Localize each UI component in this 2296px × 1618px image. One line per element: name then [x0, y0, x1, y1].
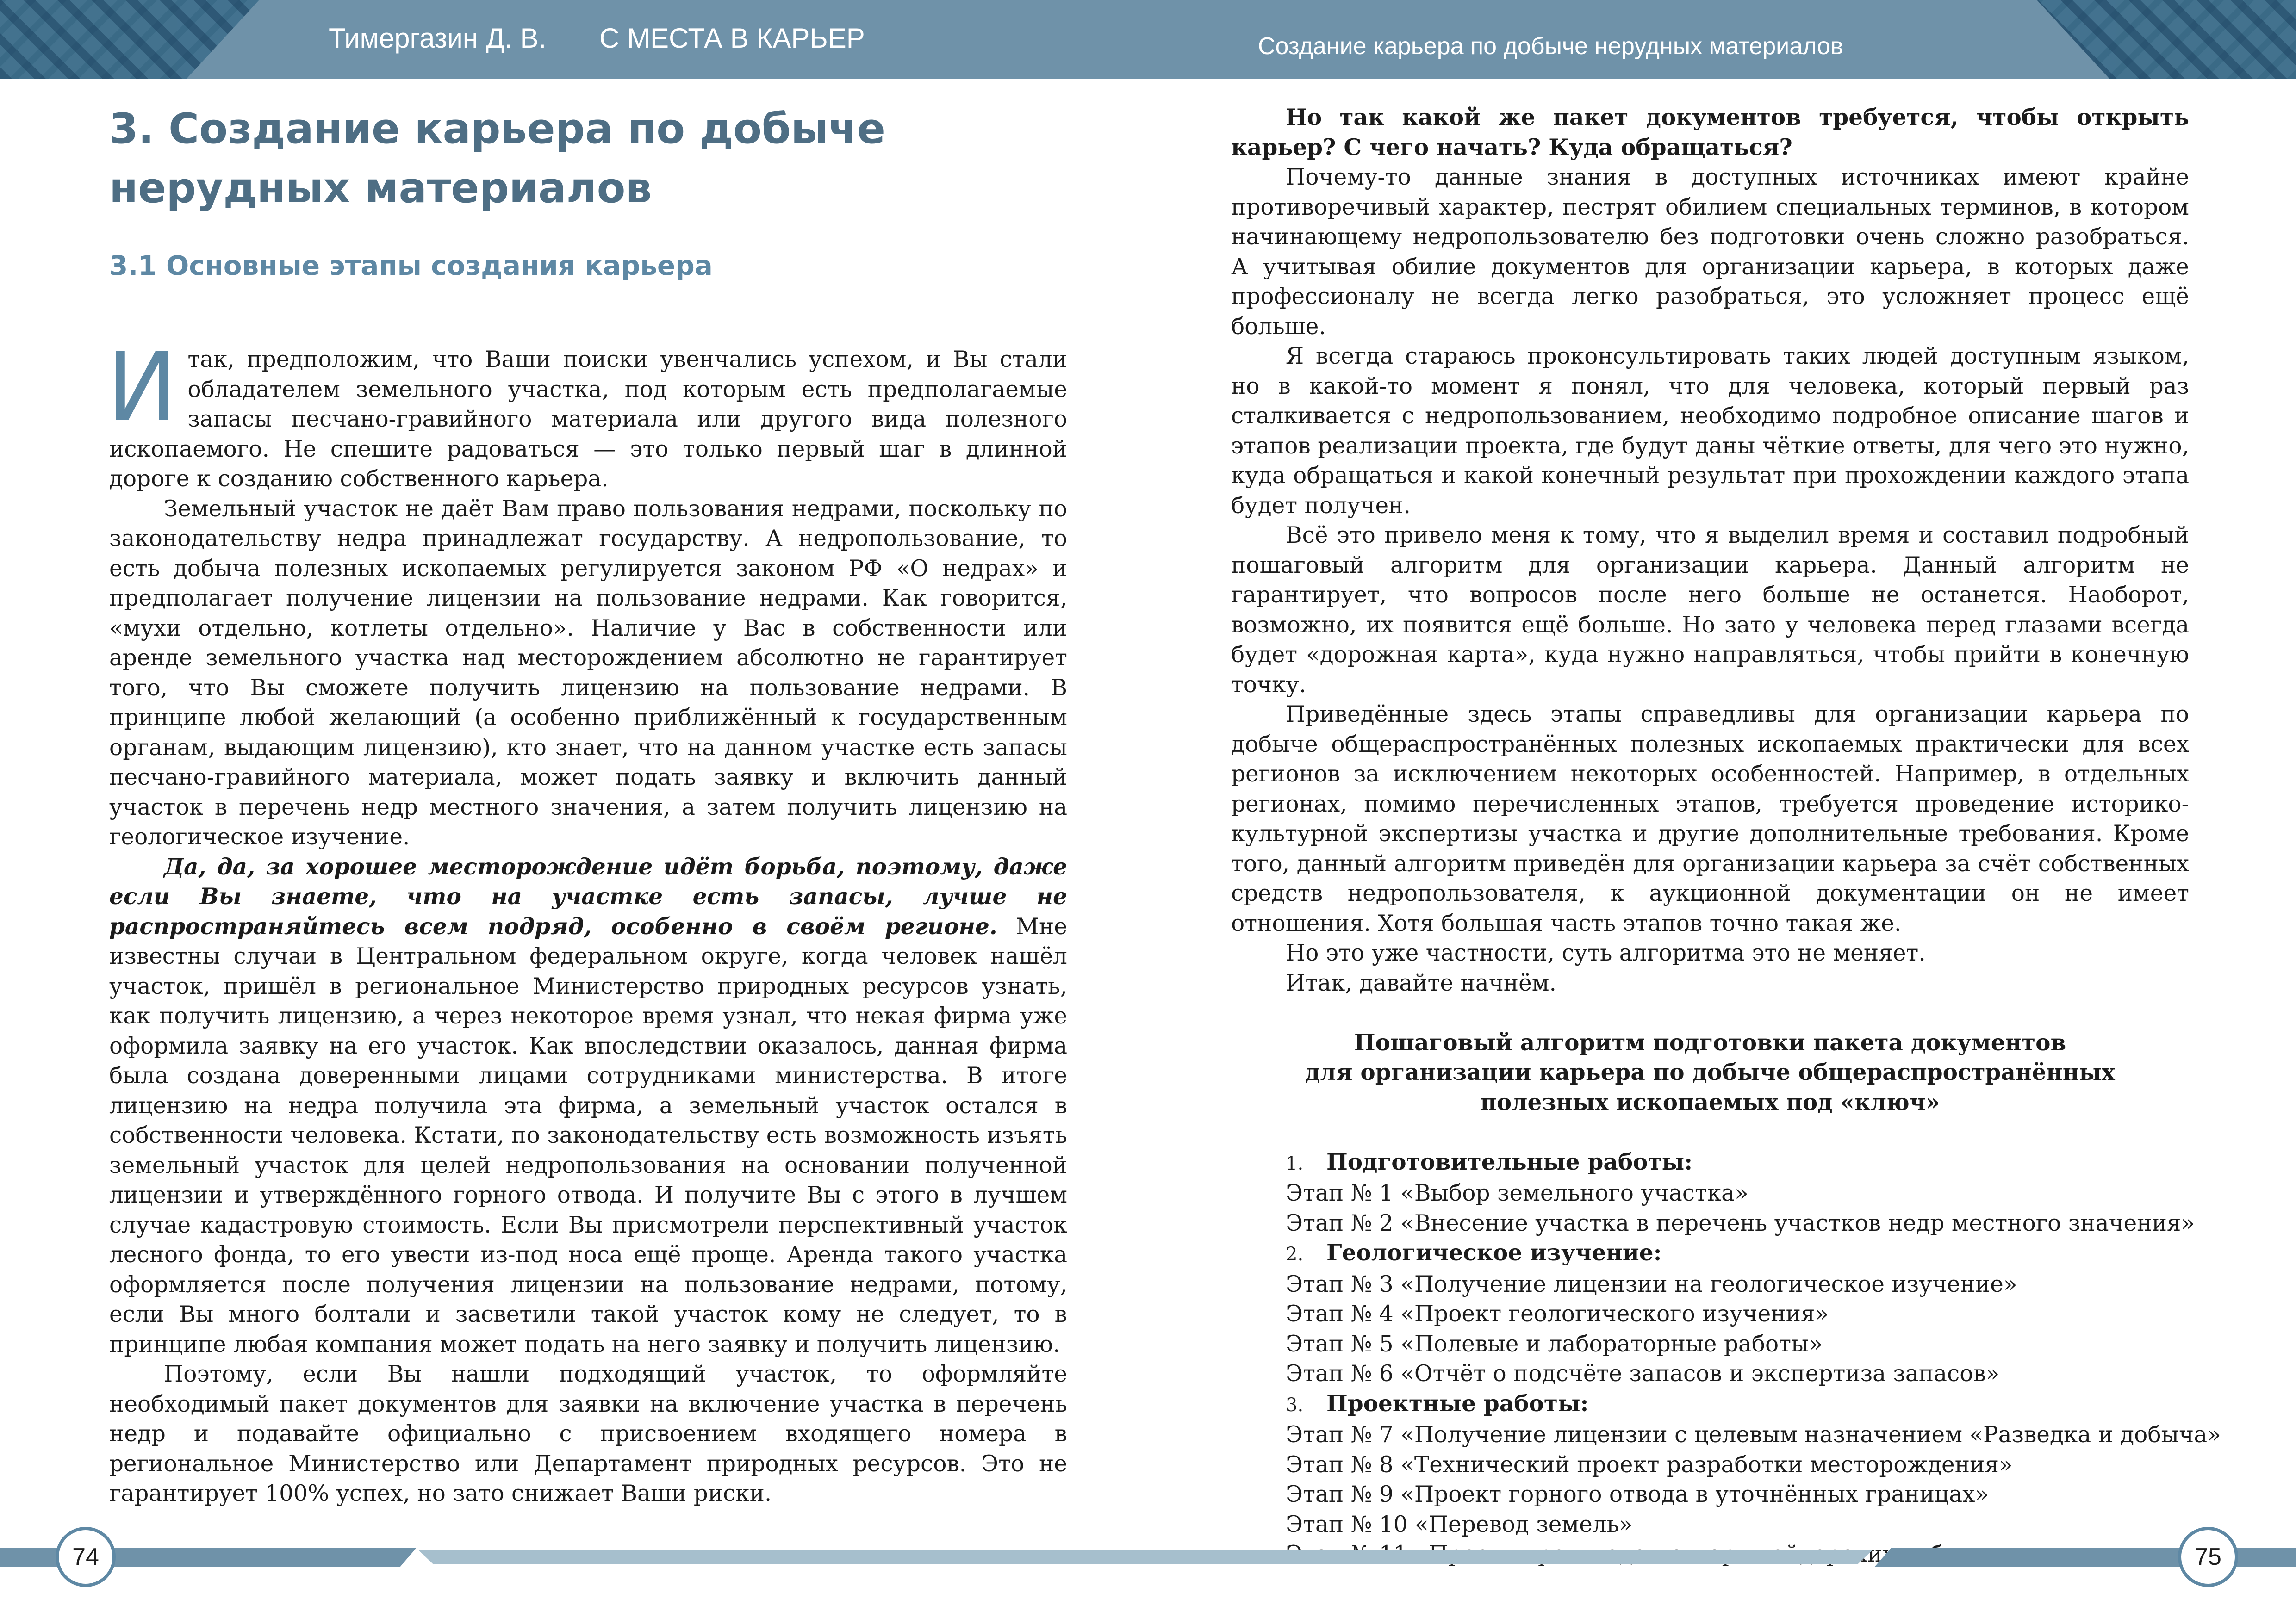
intro-paragraph — [106, 333, 1067, 494]
footer-bar-center — [419, 1550, 1872, 1564]
paragraph: Я всегда стараюсь проконсультировать таких людей доступным языком, но в какой-то момент я понял, что для человека, который первый раз сталкивается с недропользованием, необходимо подробное описание шагов и этапов реализации проекта, где будут даны чёткие ответы, для чего это нужно, куда обращаться и какой конечный результат при прохождении каждого этапа будет получен. — [1231, 343, 2189, 519]
stage-item: Этап № 9 «Проект горного отвода в уточнённых границах» — [1286, 1482, 1989, 1507]
paragraph: Но это уже частности, суть алгоритма это не меняет. — [1286, 940, 1926, 966]
section-title — [1231, 1389, 2189, 1420]
stage-item: Этап № 1 «Выбор земельного участка» — [1286, 1180, 1748, 1206]
header-book-title: С МЕСТА В КАРЬЕР — [599, 23, 865, 54]
section-label: Геологическое изучение: — [1326, 1240, 1662, 1266]
paragraph: Поэтому, если Вы нашли подходящий участок, то оформляйте необходимый пакет документов для заявки на включение участка в перечень недр и подавайте официально с присвоением входящего номера в региональное Министерство или Департамент природных ресурсов. Это не гарантирует 100% успех, но зато снижает Ваши риски. — [109, 1361, 1067, 1506]
stage-item: Этап № 3 «Получение лицензии на геологическое изучение» — [1286, 1271, 2017, 1297]
stage-item: Этап № 10 «Перевод земель» — [1286, 1511, 1633, 1537]
algorithm-title-line: Пошаговый алгоритм подготовки пакета документов — [1354, 1029, 2066, 1056]
algorithm-title — [1231, 1028, 2189, 1118]
section-label: Проектные работы: — [1326, 1390, 1589, 1417]
paragraph-text: Мне известны случаи в Центральном федеральном округе, когда человек нашёл участок, пришёл в региональное Министерство природных ресурсов узнать, как получить лицензию, а через некоторое время узнал, что некая фирма уже оформила заявку на его участок. Как впоследствии оказалось, данная фирма была создана доверенными лицами сотрудниками министерства. В итоге лицензию на недра получила эта фирма, а земельный участок остался в собственности человека. Кстати, по законодательству есть возможность изъять земельный участок для целей недропользования на основании полученной лицензии и утверждённого горного отвода. И получите Вы с этого в лучшем случае кадастровую стоимость. Если Вы присмотрели перспективный участок лесного фонда, то его увести из-под носа ещё проще. Аренда такого участка оформляется после получения лицензии на пользование недрами, потому, если Вы много болтали и засветили такой участок кому не следует, то в принципе любая компания может подать на него заявку и получить лицензию. — [109, 913, 1067, 1358]
paragraph: Всё это привело меня к тому, что я выделил время и составил подробный пошаговый алгоритм для организации карьера. Данный алгоритм не гарантирует, что вопросов после него больше не останется. Наоборот, возможно, их появится ещё больше. Но зато у человека перед глазами всегда будет «дорожная карта», куда нужно направляться, чтобы прийти в конечную точку. — [1231, 522, 2189, 698]
paragraph: Земельный участок не даёт Вам право пользования недрами, поскольку по законодательству недра принадлежат государству. А недропользование, то есть добыча полезных ископаемых регулируется законом РФ «О недрах» и предполагает получение лицензии на пользование недрами. Как говорится, «мухи отдельно, котлеты отдельно». Наличие у Вас в собственности или аренде земельного участка над месторождением абсолютно не гарантирует того, что Вы сможете получить лицензию на пользование недрами. В принципе любой желающий (а особенно приближённый к государственным органам, выдающим лицензию), кто знает, что на данном участке есть запасы песчано-гравийного материала, может подать заявку и включить данный участок в перечень недр местного значения, а затем получить лицензию на геологическое изучение. — [109, 496, 1067, 850]
chapter-heading: 3. Создание карьера по добыче нерудных материалов — [109, 105, 885, 212]
stage-item: Этап № 4 «Проект геологического изучения» — [1286, 1301, 1829, 1327]
intro-text: так, предположим, что Ваши поиски увенчались успехом, и Вы стали обладателем земельного участка, под которым есть предполагаемые запасы песчано-гравийного материала или другого вида полезного ископаемого. Не спешите радоваться — это только первый шаг в длинной дороге к созданию собственного карьера. — [109, 347, 1067, 492]
paragraph: Почему-то данные знания в доступных источниках имеют крайне противоречивый характер, пестрят обилием специальных терминов, в котором начинающему недропользователю без подготовки очень сложно разобраться. А учитывая обилие документов для организации карьера, в которых даже профессионалу не всегда легко разобраться, это усложняет процесс ещё больше. — [1231, 164, 2189, 340]
section-title — [1231, 1147, 2189, 1179]
header-author: Тимергазин Д. В. — [329, 23, 547, 54]
stage-item: Этап № 8 «Технический проект разработки месторождения» — [1286, 1451, 2013, 1478]
stage-item: Этап № 2 «Внесение участка в перечень участков недр местного значения» — [1286, 1210, 2195, 1236]
emphasis-text: Да, да, за хорошее месторождение идёт борьба, поэтому, даже если Вы знаете, что на участке есть запасы, лучше не распространяйтесь всем подряд, особенно в своём регионе. — [109, 853, 1067, 940]
algorithm-title-line: полезных ископаемых под «ключ» — [1480, 1089, 1940, 1116]
paragraph — [109, 852, 1067, 1360]
stage-item: Этап № 5 «Полевые и лабораторные работы» — [1286, 1331, 1823, 1357]
stage-item: Этап № 7 «Получение лицензии с целевым назначением «Разведка и добыча» — [1286, 1422, 2221, 1448]
paragraph: Приведённые здесь этапы справедливы для организации карьера по добыче общераспространённых полезных ископаемых практически для всех регионов за исключением некоторых особенностей. Например, в отдельных регионах, помимо перечисленных этапов, требуется проведение историко-культурной экспертизы участка и другие дополнительные требования. Кроме того, данный алгоритм приведён для организации карьера за счёт собственных средств недропользователя, к аукционной документации он не имеет отношения. Хотя большая часть этапов точно такая же. — [1231, 701, 2189, 936]
section-number: 2. — [1286, 1244, 1304, 1265]
section-label: Подготовительные работы: — [1326, 1148, 1693, 1175]
algorithm-title-line: для организации карьера по добыче общераспространённых — [1305, 1059, 2115, 1085]
header-chapter-title: Создание карьера по добыче нерудных материалов — [1258, 33, 1843, 60]
section-number: 3. — [1286, 1394, 1304, 1416]
page-number-right: 75 — [2178, 1527, 2238, 1587]
section-heading: 3.1 Основные этапы создания карьера — [109, 250, 713, 281]
paragraph: Итак, давайте начнём. — [1286, 970, 1556, 996]
section-number: 1. — [1286, 1153, 1304, 1174]
drop-cap: И — [106, 333, 178, 443]
stage-item: Этап № 6 «Отчёт о подсчёте запасов и экспертиза запасов» — [1286, 1361, 2000, 1387]
section-title — [1231, 1238, 2189, 1270]
left-page-body — [106, 333, 1067, 1509]
question-paragraph: Но так какой же пакет документов требуется, чтобы открыть карьер? С чего начать? Куда обращаться? — [1231, 104, 2189, 161]
page-number-left: 74 — [56, 1527, 116, 1587]
